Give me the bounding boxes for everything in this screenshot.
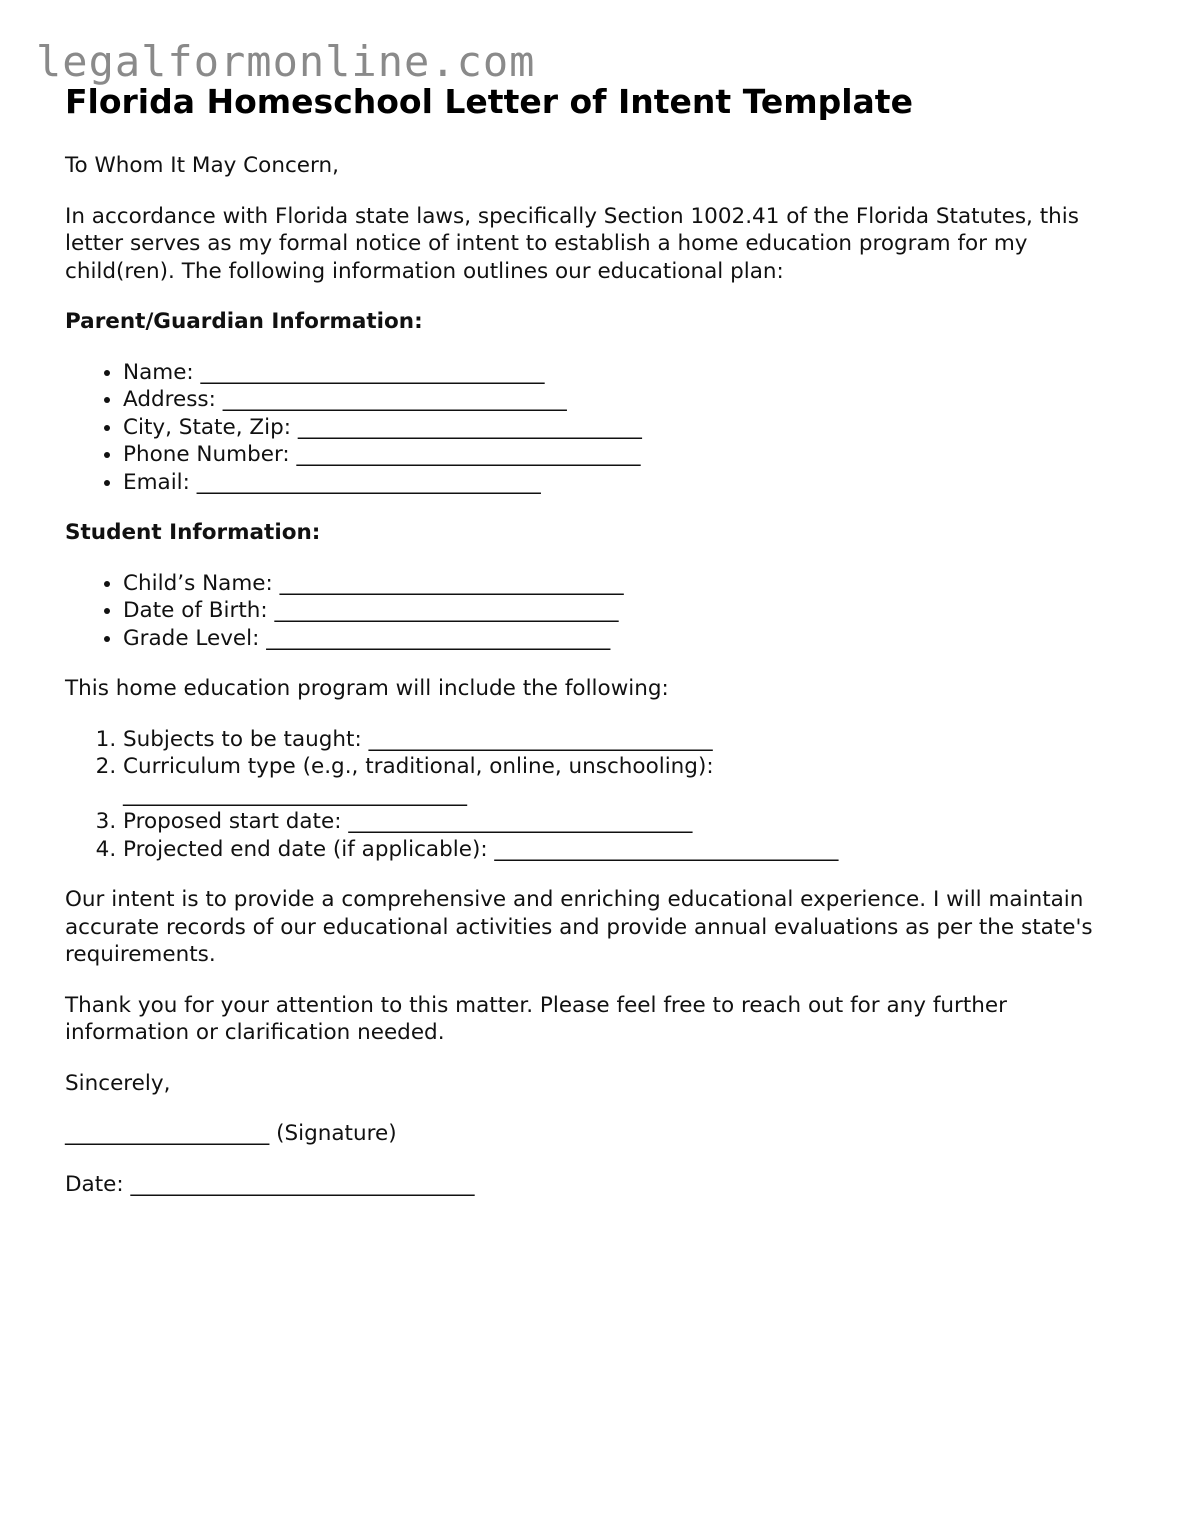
- field-blank[interactable]: ________________________________: [222, 387, 567, 412]
- watermark: legalformonline.com: [36, 37, 536, 86]
- field-blank[interactable]: ________________________________: [200, 359, 545, 385]
- field-label: Grade Level:: [123, 625, 260, 651]
- signature-blank[interactable]: ___________________: [65, 1121, 270, 1146]
- field-blank[interactable]: ________________________________: [279, 570, 624, 596]
- field-label: Child’s Name:: [123, 570, 273, 596]
- document-title: Florida Homeschool Letter of Intent Template: [65, 82, 913, 121]
- program-lead: This home education program will include the following:: [65, 676, 669, 701]
- field-blank[interactable]: ________________________________: [123, 781, 467, 807]
- field-label: Phone Number:: [123, 442, 290, 467]
- child-name-field[interactable]: [123, 570, 1125, 598]
- field-blank[interactable]: ________________________________: [196, 469, 541, 495]
- signature-line[interactable]: [65, 1120, 1125, 1148]
- letter-document: [65, 82, 1125, 1198]
- field-label: Address:: [123, 387, 216, 412]
- field-label: Name:: [123, 359, 194, 385]
- grade-level-field[interactable]: [123, 625, 1125, 653]
- field-blank[interactable]: ________________________________: [368, 726, 713, 752]
- end-date-field[interactable]: [123, 836, 1125, 864]
- signature-label: (Signature): [276, 1121, 397, 1146]
- thanks-paragraph: Thank you for your attention to this matter. Please feel free to reach out for any further information or clarification needed.: [65, 992, 1007, 1045]
- student-fields-list: [65, 570, 1125, 653]
- parent-phone-field[interactable]: [123, 441, 1125, 469]
- curriculum-type-field[interactable]: [123, 753, 1125, 808]
- subjects-field[interactable]: [123, 726, 1125, 754]
- intent-paragraph: Our intent is to provide a comprehensive and enriching educational experience. I will maintain accurate records of our educational activities and provide annual evaluations as per the state's requirements.: [65, 887, 1093, 967]
- field-label: Subjects to be taught:: [123, 726, 362, 752]
- field-label: Curriculum type (e.g., traditional, online, unschooling):: [123, 754, 714, 779]
- parent-name-field[interactable]: [123, 359, 1125, 387]
- parent-address-field[interactable]: [123, 386, 1125, 414]
- start-date-field[interactable]: [123, 808, 1125, 836]
- program-items-list: [65, 726, 1125, 864]
- date-blank[interactable]: ________________________________: [130, 1171, 475, 1197]
- field-blank[interactable]: ________________________________: [274, 598, 619, 623]
- date-line[interactable]: [65, 1171, 1125, 1199]
- greeting: To Whom It May Concern,: [65, 153, 339, 178]
- student-section-heading: Student Information:: [65, 520, 321, 545]
- intro-paragraph: In accordance with Florida state laws, specifically Section 1002.41 of the Florida Statutes, this letter serves as my formal notice of intent to establish a home education program for my child(ren). The following information outlines our educational plan:: [65, 203, 1079, 284]
- field-label: Proposed start date:: [123, 809, 342, 834]
- field-blank[interactable]: ________________________________: [266, 625, 611, 651]
- parent-section-heading: Parent/Guardian Information:: [65, 309, 423, 334]
- field-blank[interactable]: ________________________________: [348, 809, 693, 834]
- field-label: City, State, Zip:: [123, 414, 291, 440]
- date-label: Date:: [65, 1171, 124, 1197]
- field-blank[interactable]: ________________________________: [296, 442, 641, 467]
- closing: Sincerely,: [65, 1070, 171, 1096]
- date-of-birth-field[interactable]: [123, 597, 1125, 625]
- parent-city-state-zip-field[interactable]: [123, 414, 1125, 442]
- field-label: Email:: [123, 469, 190, 495]
- parent-email-field[interactable]: [123, 469, 1125, 497]
- field-label: Projected end date (if applicable):: [123, 836, 488, 862]
- field-blank[interactable]: ________________________________: [297, 414, 642, 440]
- parent-fields-list: [65, 359, 1125, 497]
- field-blank[interactable]: ________________________________: [494, 836, 839, 862]
- field-label: Date of Birth:: [123, 598, 268, 623]
